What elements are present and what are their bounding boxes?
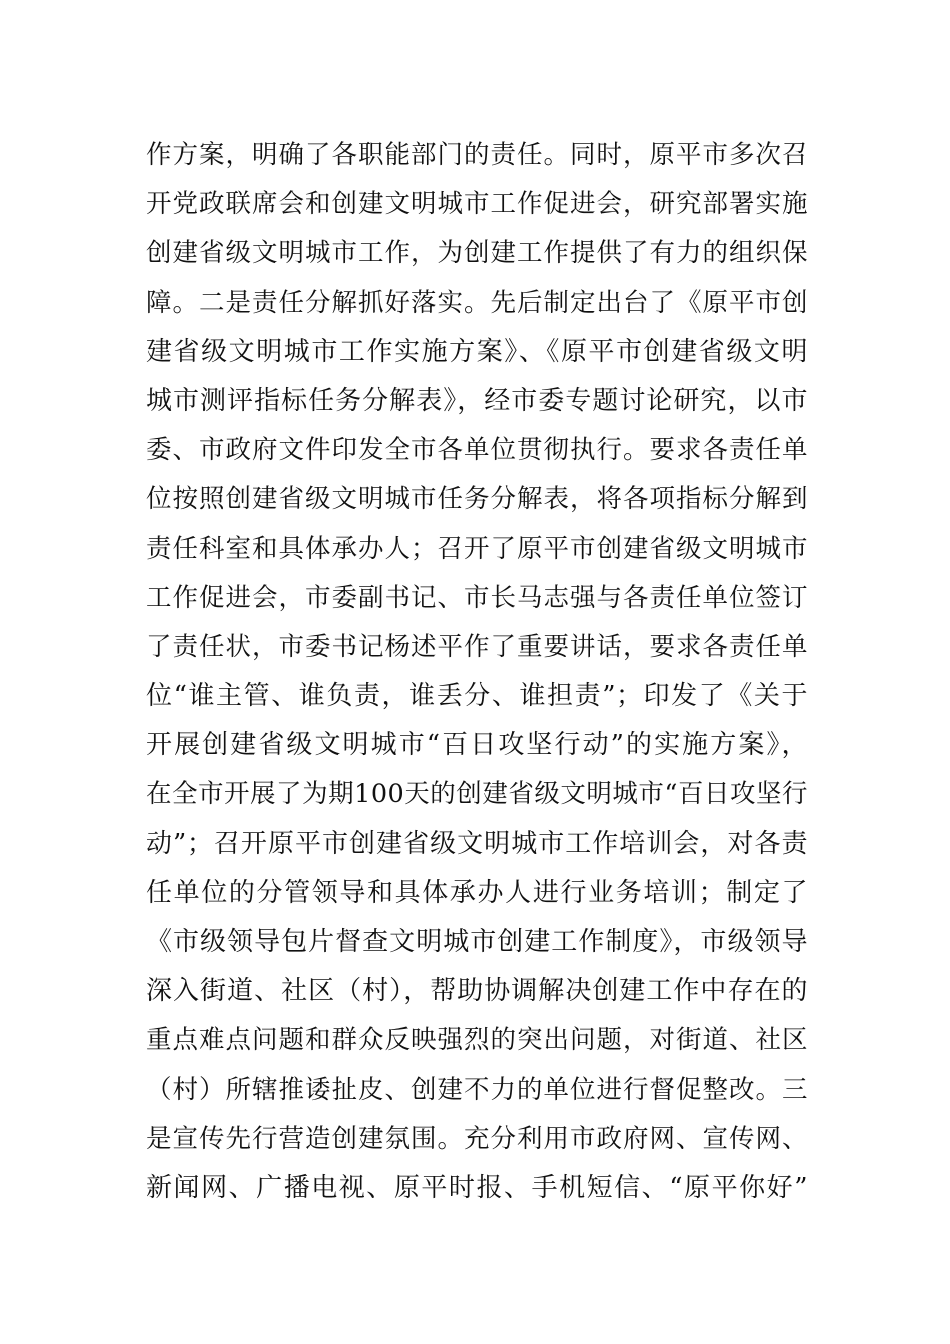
text-line-6: 城市测评指标任务分解表》，经市委专题讨论研究，以市 [146,385,808,416]
text-line-15: 动”；召开原平市创建省级文明城市工作培训会，对各责 [146,828,808,859]
text-line-17: 《市级领导包片督查文明城市创建工作制度》，市级领导 [146,927,808,957]
text-line-5: 建省级文明城市工作实施方案》、《原平市创建省级文明 [146,336,808,367]
text-line-11: 了责任状，市委书记杨述平作了重要讲话，要求各责任单 [146,631,808,662]
text-line-19: 重点难点问题和群众反映强烈的突出问题，对街道、社区 [146,1025,808,1056]
text-line-21: 是宣传先行营造创建氛围。充分利用市政府网、宣传网、 [146,1123,808,1154]
text-line-9: 责任科室和具体承办人；召开了原平市创建省级文明城市 [146,533,808,564]
text-line-20: （村）所辖推诿扯皮、创建不力的单位进行督促整改。三 [146,1074,808,1105]
text-line-16: 任单位的分管领导和具体承办人进行业务培训；制定了 [146,877,808,908]
text-line-14: 在全市开展了为期100天的创建省级文明城市“百日攻坚行 [146,779,808,810]
text-line-7: 委、市政府文件印发全市各单位贯彻执行。要求各责任单 [146,435,808,466]
body-text [146,131,808,1213]
text-line-18: 深入街道、社区（村），帮助协调解决创建工作中存在的 [146,976,808,1007]
text-line-10: 工作促进会，市委副书记、市长马志强与各责任单位签订 [146,582,808,613]
text-line-2: 开党政联席会和创建文明城市工作促进会，研究部署实施 [146,189,808,220]
text-line-4: 障。二是责任分解抓好落实。先后制定出台了《原平市创 [146,287,808,318]
text-line-12: 位“谁主管、谁负责，谁丢分、谁担责”；印发了《关于 [146,681,808,712]
text-line-22: 新闻网、广播电视、原平时报、手机短信、“原平你好” [146,1172,808,1203]
text-line-8: 位按照创建省级文明城市任务分解表，将各项指标分解到 [146,484,808,515]
text-line-3: 创建省级文明城市工作，为创建工作提供了有力的组织保 [146,238,808,269]
text-line-1: 作方案，明确了各职能部门的责任。同时，原平市多次召 [146,140,808,170]
text-line-13: 开展创建省级文明城市“百日攻坚行动”的实施方案》， [146,730,808,761]
